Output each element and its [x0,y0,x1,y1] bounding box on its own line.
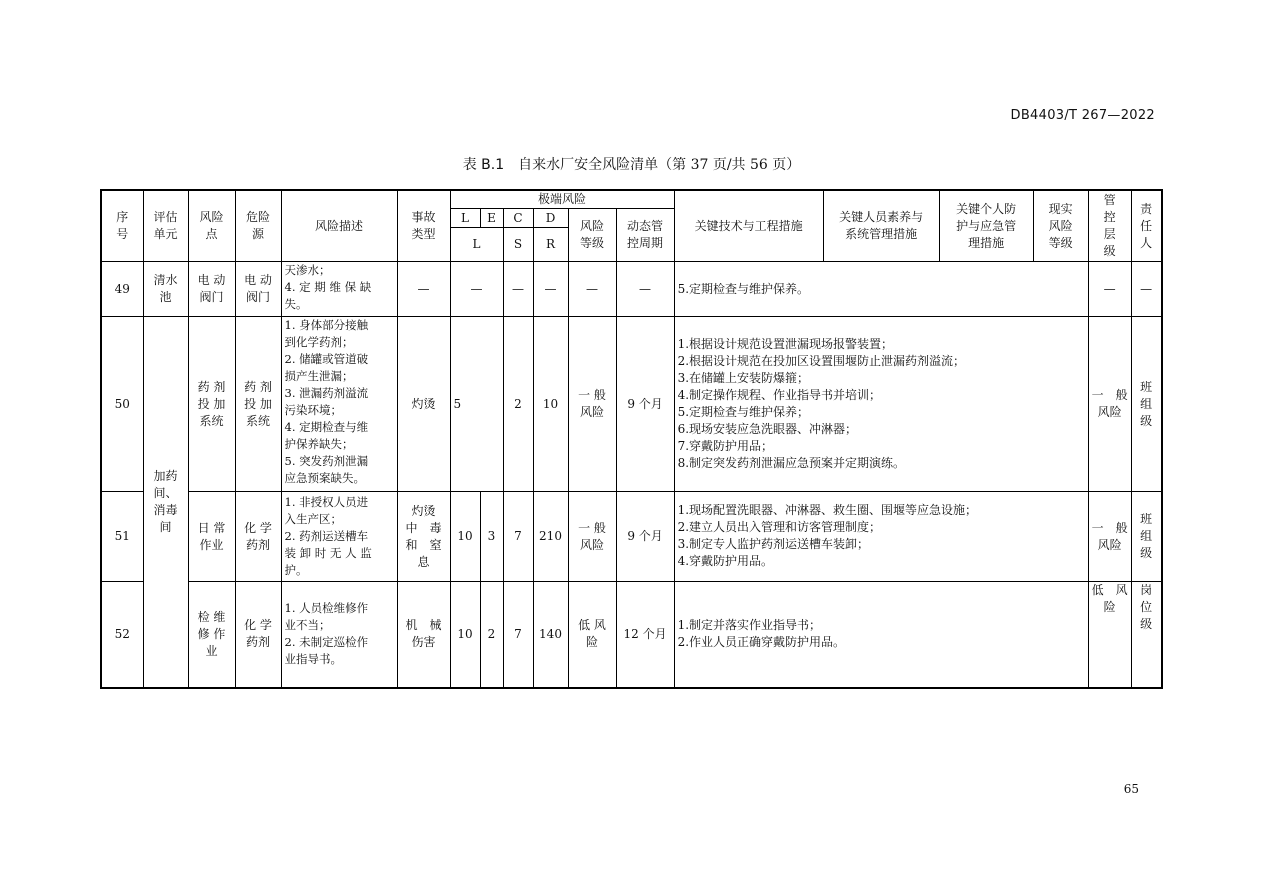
col-point-header: 风险 点 [188,190,235,262]
cell-level: — [568,262,616,317]
cell-D: 10 [533,317,568,492]
cell-seq: 49 [101,262,143,317]
col-accident-header: 事故 类型 [397,190,450,262]
cell-seq: 51 [101,492,143,582]
cell-cycle: 12 个月 [616,582,674,688]
table-row [101,492,1162,582]
cell-level: 一 般 风险 [568,317,616,492]
cell-actual: 低 风 险 [1088,582,1131,688]
cell-desc: 天渗水； 4. 定 期 维 保 缺 失。 [281,262,397,317]
table-title [0,154,1263,174]
col-desc-header: 风险描述 [281,190,397,262]
cell-resp [1161,262,1162,317]
col-R-header: R [533,228,568,262]
cell-tech: 5.定期检查与维护保养。 [674,262,1088,317]
cell-seq: 52 [101,582,143,688]
cell-desc: 1. 人员检维修作 业不当； 2. 未制定巡检作 业指导书。 [281,582,397,688]
cell-L: 5 [450,317,503,492]
cell-actual: — [1088,262,1131,317]
cell-cycle: 9 个月 [616,492,674,582]
col-source-header: 危险 源 [235,190,281,262]
col-staff-header: 关键人员素养与 系统管理措施 [823,190,939,262]
cell-resp [1161,492,1162,582]
page-number: 65 [1123,782,1139,796]
cell-level: 一 般 风险 [568,492,616,582]
col-E-header: E [480,209,503,228]
col-S-header: S [503,228,533,262]
table-title-page-range: （第 37 页/共 56 页） [658,157,801,173]
col-level-header: 风险 等级 [568,209,616,262]
cell-E: 2 [480,582,503,688]
cell-desc: 1. 非授权人员进 入生产区； 2. 药剂运送槽车 装 卸 时 无 人 监 护。 [281,492,397,582]
cell-source: 药 剂 投 加 系统 [235,317,281,492]
cell-point: 药 剂 投 加 系统 [188,317,235,492]
cell-ctrl: 岗 位 级 [1131,582,1161,688]
cell-D: 210 [533,492,568,582]
col-unit-header: 评估 单元 [143,190,188,262]
col-ppe-header: 关键个人防 护与应急管 理措施 [939,190,1033,262]
cell-accident: 灼烫 中 毒 和 窒 息 [397,492,450,582]
cell-E: 3 [480,492,503,582]
cell-accident: 机 械 伤害 [397,582,450,688]
col-extreme-header: 极端风险 [450,190,674,209]
table-title-main: 表 B.1 自来水厂安全风险清单 [462,157,659,173]
table-row [101,582,1162,688]
cell-source: 化 学 药剂 [235,492,281,582]
cell-accident: — [397,262,450,317]
cell-point: 检 维 修 作 业 [188,582,235,688]
cell-point: 日 常 作业 [188,492,235,582]
cell-level: 低 风 险 [568,582,616,688]
col-resp-header: 责 任 人 [1131,190,1161,262]
col-tech-header: 关键技术与工程措施 [674,190,823,262]
cell-seq: 50 [101,317,143,492]
col-ctrl-header: 管 控 层 级 [1088,190,1131,262]
cell-source: 电 动 阀门 [235,262,281,317]
cell-C: 2 [503,317,533,492]
col-cycle-header: 动态管 控周期 [616,209,674,262]
document-code: DB4403/T 267—2022 [1010,108,1155,123]
cell-D: 140 [533,582,568,688]
col-D-header: D [533,209,568,228]
cell-L: 10 [450,582,480,688]
cell-ctrl: 班 组 级 [1131,317,1161,492]
col-L2-header: L [450,228,503,262]
cell-desc: 1. 身体部分接触 到化学药剂； 2. 储罐或管道破 损产生泄漏； 3. 泄漏药剂溢流 污染环境； 4. 定期检查与维 护保养缺失； 5. 突发药剂泄漏 应急预案缺失。 [281,317,397,492]
table-row [101,262,1162,317]
cell-tech: 1.制定并落实作业指导书； 2.作业人员正确穿戴防护用品。 [674,582,1088,688]
cell-unit-merged: 加药 间、 消毒 间 [143,317,188,688]
cell-unit: 清水 池 [143,262,188,317]
cell-D: — [533,262,568,317]
cell-point: 电 动 阀门 [188,262,235,317]
cell-source: 化 学 药剂 [235,582,281,688]
cell-actual: 一 般 风险 [1088,492,1131,582]
cell-C: — [503,262,533,317]
cell-C: 7 [503,582,533,688]
cell-resp [1161,317,1162,492]
col-L-header: L [450,209,480,228]
cell-ctrl: 班 组 级 [1131,492,1161,582]
cell-tech: 1.现场配置洗眼器、冲淋器、救生圈、围堰等应急设施； 2.建立人员出入管理和访客管理制度； 3.制定专人监护药剂运送槽车装卸； 4.穿戴防护用品。 [674,492,1088,582]
cell-accident: 灼烫 [397,317,450,492]
cell-resp [1161,582,1162,688]
cell-cycle: — [616,262,674,317]
cell-C: 7 [503,492,533,582]
cell-ctrl: — [1131,262,1161,317]
table-row [101,317,1162,492]
cell-L: — [450,262,503,317]
cell-cycle: 9 个月 [616,317,674,492]
cell-L: 10 [450,492,480,582]
col-seq-header: 序 号 [101,190,143,262]
risk-table [100,189,1163,689]
cell-actual: 一 般 风险 [1088,317,1131,492]
col-actual-header: 现实 风险 等级 [1033,190,1088,262]
col-C-header: C [503,209,533,228]
cell-tech: 1.根据设计规范设置泄漏现场报警装置； 2.根据设计规范在投加区设置围堰防止泄漏药剂溢流； 3.在储罐上安装防爆箍； 4.制定操作规程、作业指导书并培训； 5.定期检查与维护保养； 6.现场安装应急洗眼器、冲淋器； 7.穿戴防护用品； 8.制定突发药剂泄漏应急预案并定期演练。 [674,317,1088,492]
header-row-1 [101,190,1162,209]
